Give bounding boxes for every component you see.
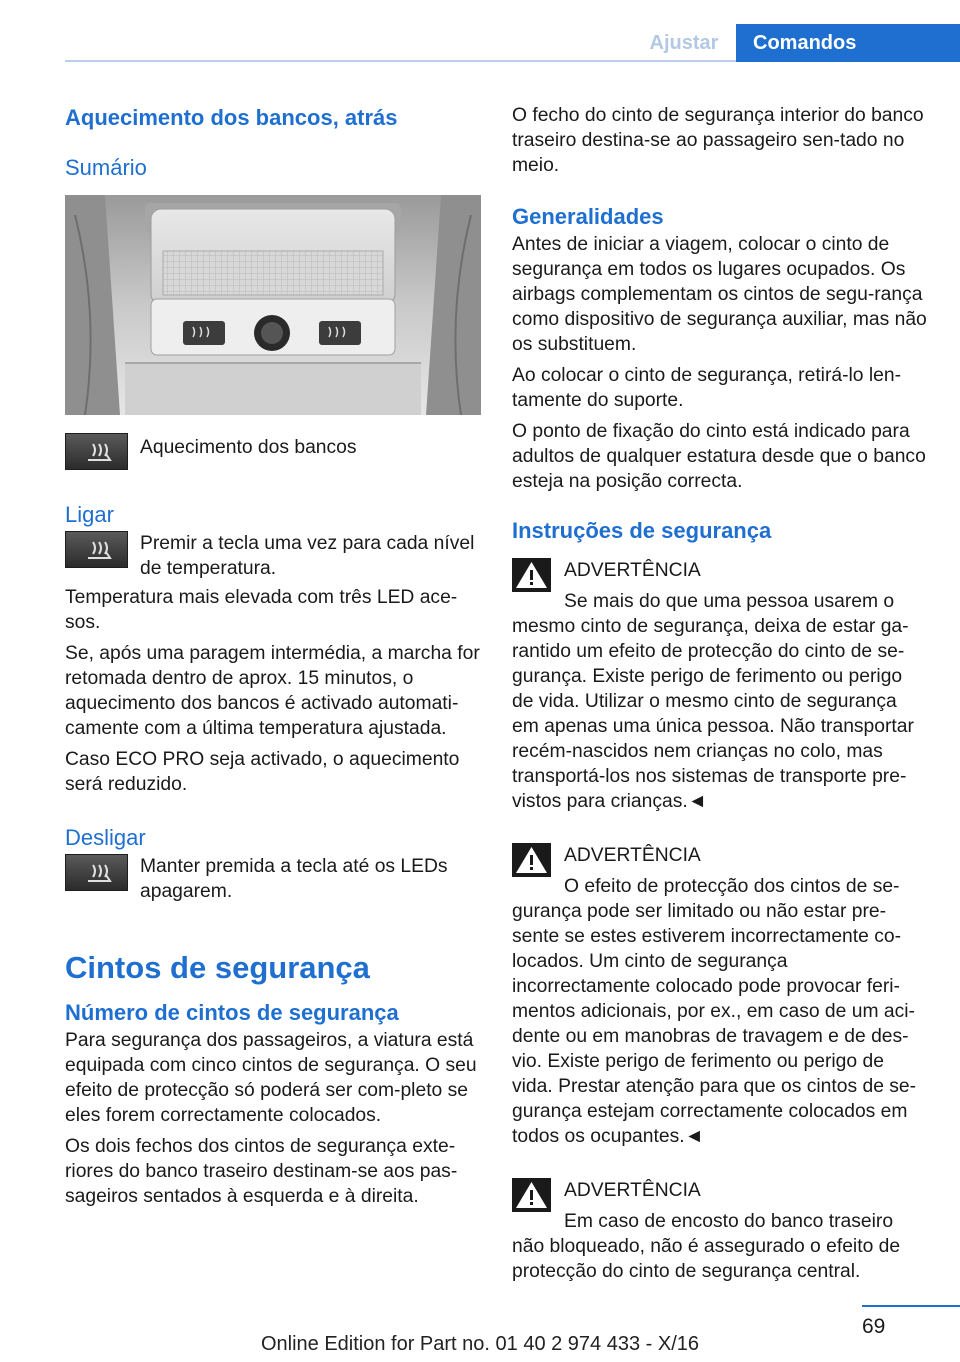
warning-title: ADVERTÊNCIA — [564, 845, 701, 866]
ligar-instruction: Premir a tecla uma vez para cada nível de temperatura. — [140, 533, 475, 579]
warning-first-line: Em caso de encosto do banco traseiro — [564, 1211, 894, 1232]
paragraph: Antes de iniciar a viagem, colocar o cinto de segurança em todos os lugares ocupados. Os airbags complementam os cintos de segu-rança como dispositivo de segurança auxiliar, mas não os substituem. — [512, 234, 927, 355]
warning-block — [512, 1174, 928, 1284]
warning-first-line: Se mais do que uma pessoa usarem o — [564, 591, 895, 612]
page-number: 69 — [862, 1315, 886, 1338]
warning-text: mesmo cinto de segurança, deixa de estar ga-rantido um efeito de protecção do cinto de se-gurança. Existe perigo de ferimento ou perigo de vida. Utilizar o mesmo cinto de segurança em apenas uma única pessoa. Não transportar recém-nascidos nem crianças no colo, mas transportá-los nos sistemas de transporte pre-vistos para crianças.◄ — [512, 616, 914, 812]
tab-comandos[interactable]: Comandos — [736, 24, 960, 62]
warning-block — [512, 554, 928, 814]
left-column — [65, 100, 481, 1209]
paragraph: Temperatura mais elevada com três LED ace-sos. — [65, 587, 458, 633]
paragraph: Para segurança dos passageiros, a viatura está equipada com cinco cintos de segurança. O seu efeito de protecção só poderá ser com-pleto se eles forem correctamente colocados. — [65, 1030, 477, 1126]
heading-cintos: Cintos de segurança — [65, 950, 370, 985]
warning-block — [512, 839, 928, 1149]
paragraph: Os dois fechos dos cintos de segurança exte-riores do banco traseiro destinam-se aos pas-sageiros sentados à esquerda e à direita. — [65, 1136, 458, 1207]
seat-heating-key-icon — [65, 531, 128, 568]
seat-heating-key-icon — [65, 854, 128, 891]
icon-caption: Aquecimento dos bancos — [140, 437, 357, 458]
seat-heating-key-icon — [65, 433, 128, 470]
paragraph: Caso ECO PRO seja activado, o aquecimento será reduzido. — [65, 749, 460, 795]
heading-sumario: Sumário — [65, 155, 147, 180]
paragraph: Ao colocar o cinto de segurança, retirá-lo len-tamente do suporte. — [512, 365, 902, 411]
warning-title: ADVERTÊNCIA — [564, 560, 701, 581]
heading-ligar: Ligar — [65, 502, 114, 527]
warning-text: não bloqueado, não é assegurado o efeito de protecção do cinto de segurança central. — [512, 1236, 901, 1282]
heading-desligar: Desligar — [65, 825, 146, 850]
heading-numero-cintos: Número de cintos de segurança — [65, 1000, 399, 1025]
heading-instrucoes: Instruções de segurança — [512, 518, 772, 543]
ligar-row — [65, 531, 481, 581]
desligar-row — [65, 854, 481, 904]
rear-console-photo — [65, 195, 481, 415]
warning-icon — [512, 558, 551, 592]
heading-seat-heating-rear: Aquecimento dos bancos, atrás — [65, 105, 398, 130]
desligar-instruction: Manter premida a tecla até os LEDs apagarem. — [140, 856, 448, 902]
heading-generalidades: Generalidades — [512, 204, 664, 229]
warning-first-line: O efeito de protecção dos cintos de se- — [564, 876, 900, 897]
warning-icon — [512, 843, 551, 877]
warning-icon — [512, 1178, 551, 1212]
paragraph: O fecho do cinto de segurança interior do banco traseiro destina-se ao passageiro sen-tado no meio. — [512, 105, 924, 176]
paragraph: Se, após uma paragem intermédia, a marcha for retomada dentro de aprox. 15 minutos, o aquecimento dos bancos é activado automati-camente com a última temperatura ajustada. — [65, 643, 480, 739]
right-column — [512, 100, 928, 1284]
seat-heating-row — [65, 433, 481, 473]
page-number-rule — [862, 1305, 960, 1307]
paragraph: O ponto de fixação do cinto está indicado para adultos de qualquer estatura desde que o banco esteja na posição correcta. — [512, 421, 926, 492]
warning-title: ADVERTÊNCIA — [564, 1180, 701, 1201]
footer-edition: Online Edition for Part no. 01 40 2 974 433 - X/16 — [260, 1333, 700, 1355]
tab-ajustar[interactable]: Ajustar — [649, 32, 719, 54]
warning-text: gurança pode ser limitado ou não estar pre-sente se estes estiverem incorrectamente co-locados. Um cinto de segurança incorrectamente colocado pode provocar feri-mentos adicionais, por ex., em caso de um aci-dente ou em manobras de travagem e de des-vio. Existe perigo de ferimento ou perigo de vida. Prestar atenção para que os cintos de se-gurança estejam correctamente colocados em todos os ocupantes.◄ — [512, 901, 917, 1147]
